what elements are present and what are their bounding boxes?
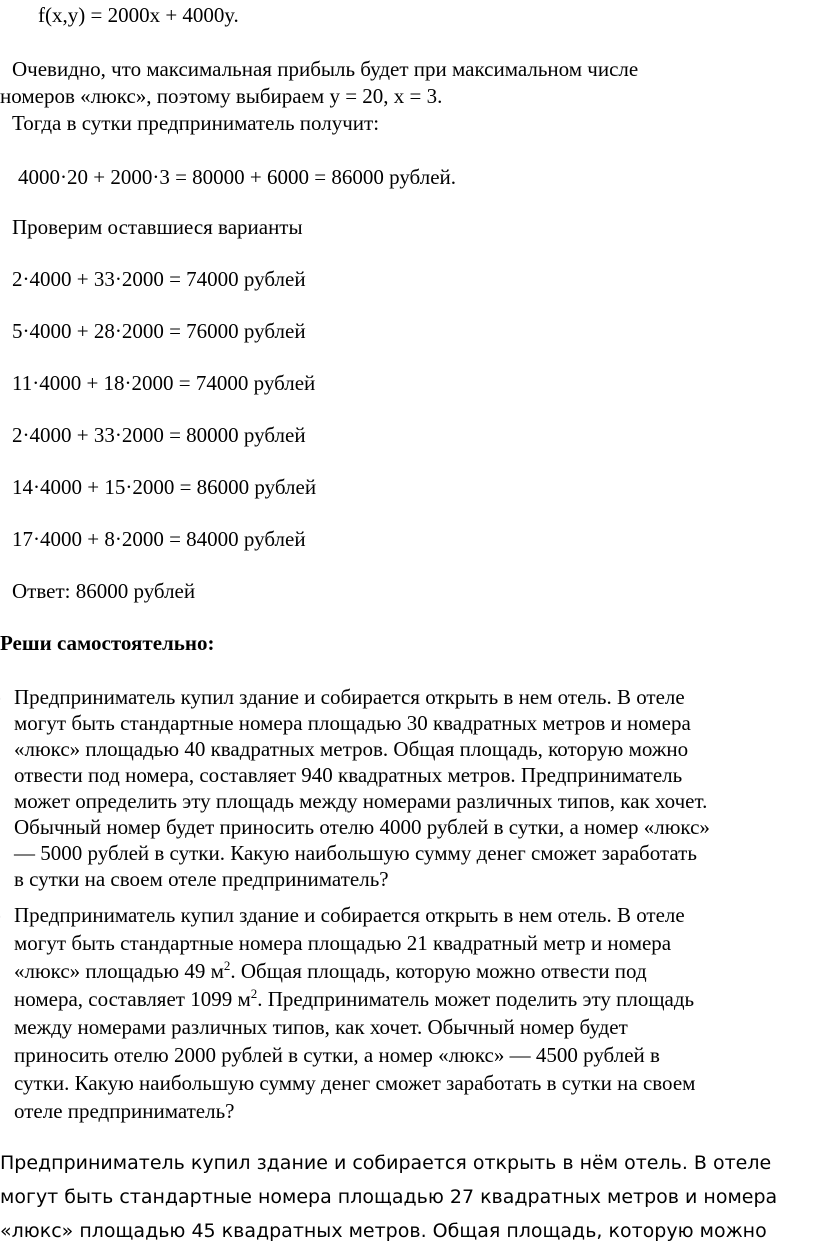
- reasoning-line-2: номеров «люкс», поэтому выбираем y = 20, x = 3.: [0, 84, 443, 108]
- task-text: . Предприниматель может поделить эту площадь: [257, 987, 695, 1011]
- reasoning-line-3: Тогда в сутки предприниматель получит:: [12, 111, 380, 135]
- reasoning-line-1: Очевидно, что максимальная прибыль будет при максимальном числе: [12, 57, 639, 81]
- check-heading: Проверим оставшиеся варианты: [12, 215, 303, 239]
- task-line: приносить отелю 2000 рублей в сутки, а номер «люкс» — 4500 рублей в: [14, 1043, 660, 1067]
- task-text: . Общая площадь, которую можно отвести под: [230, 959, 647, 983]
- task-line: сутки. Какую наибольшую сумму денег сможет заработать в сутки на своем: [14, 1071, 696, 1095]
- superscript: 2: [250, 986, 258, 1001]
- variant-line: 11·4000 + 18·2000 = 74000 рублей: [12, 371, 316, 395]
- task-line: [14, 986, 694, 1012]
- profit-formula: f(x,y) = 2000x + 4000y.: [38, 3, 239, 27]
- task-line: Предприниматель купил здание и собирается открыть в нем отель. В отеле: [14, 903, 685, 927]
- task-line: отвести под номера, составляет 940 квадратных метров. Предприниматель: [14, 763, 683, 787]
- task-line: могут быть стандартные номера площадью 21 квадратный метр и номера: [14, 931, 672, 955]
- task-line: «люкс» площадью 40 квадратных метров. Общая площадь, которую можно: [14, 737, 689, 761]
- task-text: номера, составляет 1099 м: [14, 987, 251, 1011]
- task-line: могут быть стандартные номера площадью 30 квадратных метров и номера: [14, 711, 691, 735]
- task-line: — 5000 рублей в сутки. Какую наибольшую сумму денег сможет заработать: [14, 841, 697, 865]
- variant-line: 2·4000 + 33·2000 = 74000 рублей: [12, 267, 306, 291]
- task-line: Обычный номер будет приносить отелю 4000 рублей в сутки, а номер «люкс»: [14, 815, 710, 839]
- list-marker: [0, 902, 1, 928]
- task-line: «люкс» площадью 45 квадратных метров. Общая площадь, которую можно: [0, 1220, 767, 1242]
- calculation-line: 4000·20 + 2000·3 = 80000 + 6000 = 86000 рублей.: [18, 165, 457, 189]
- task-line: [14, 958, 647, 984]
- list-marker: [0, 684, 1, 710]
- task-line: в сутки на своем отеле предприниматель?: [14, 867, 389, 891]
- task-line: может определить эту площадь между номерами различных типов, как хочет.: [14, 789, 708, 813]
- task-text: «люкс» площадью 49 м: [14, 959, 224, 983]
- variant-line: 5·4000 + 28·2000 = 76000 рублей: [12, 319, 306, 343]
- task-line: Предприниматель купил здание и собирается открыть в нём отель. В отеле: [0, 1152, 772, 1174]
- superscript: 2: [223, 958, 231, 973]
- task-line: Предприниматель купил здание и собирается открыть в нем отель. В отеле: [14, 685, 685, 709]
- task-line: между номерами различных типов, как хочет. Обычный номер будет: [14, 1015, 628, 1039]
- variant-line: 14·4000 + 15·2000 = 86000 рублей: [12, 475, 317, 499]
- variant-line: 17·4000 + 8·2000 = 84000 рублей: [12, 527, 306, 551]
- task-line: могут быть стандартные номера площадью 27 квадратных метров и номера: [0, 1186, 778, 1208]
- exercises-heading: Реши самостоятельно:: [0, 631, 215, 655]
- task-line: отеле предприниматель?: [14, 1099, 235, 1123]
- variant-line: 2·4000 + 33·2000 = 80000 рублей: [12, 423, 306, 447]
- answer-line: Ответ: 86000 рублей: [12, 579, 196, 603]
